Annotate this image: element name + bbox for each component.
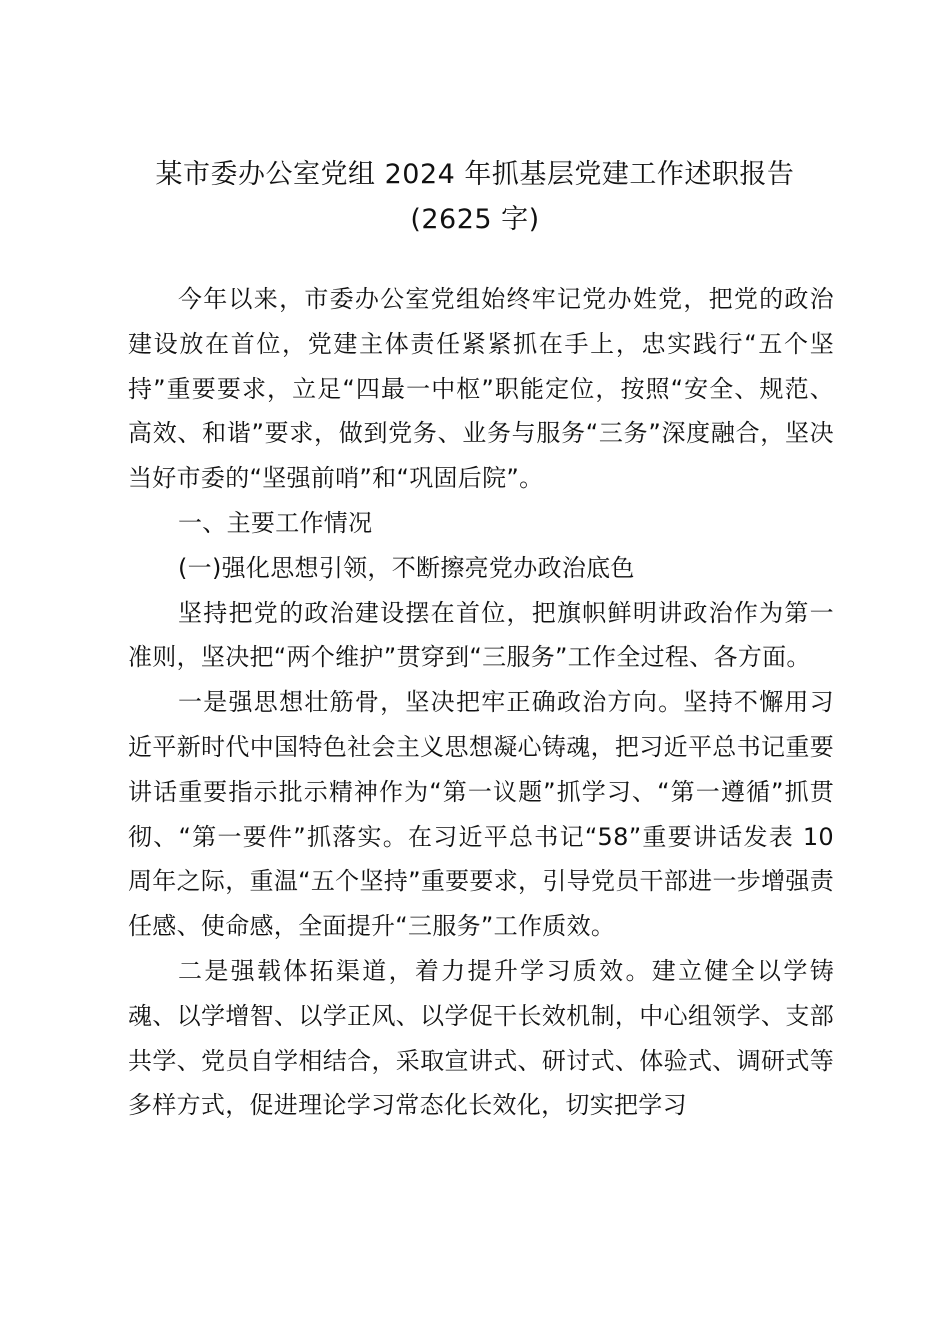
body-paragraph: 二是强载体拓渠道，着力提升学习质效。建立健全以学铸魂、以学增智、以学正风、以学促干长效机制，中心组领学、支部共学、党员自学相结合，采取宣讲式、研讨式、体验式、调研式等多样方式，促进理论学习常态化长效化，切实把学习 xyxy=(128,956,834,1120)
body-paragraph: 坚持把党的政治建设摆在首位，把旗帜鲜明讲政治作为第一准则，坚决把“两个维护”贯穿到“三服务”工作全过程、各方面。 xyxy=(128,598,834,672)
subsection-heading: (一)强化思想引领，不断擦亮党办政治底色 xyxy=(178,553,635,582)
body-paragraph: 一是强思想壮筋骨，坚决把牢正确政治方向。坚持不懈用习近平新时代中国特色社会主义思想凝心铸魂，把习近平总书记重要讲话重要指示批示精神作为“第一议题”抓学习、“第一遵循”抓贯彻、“第一要件”抓落实。在习近平总书记“58”重要讲话发表 10 周年之际，重温“五个坚持”重要要求，引导党员干部进一步增强责任感、使命感，全面提升“三服务”工作质效。 xyxy=(128,688,834,941)
title-line-2: (2625 字) xyxy=(410,204,540,235)
title-line-1: 某市委办公室党组 2024 年抓基层党建工作述职报告 xyxy=(155,159,795,190)
document-body xyxy=(128,277,834,1128)
intro-paragraph: 今年以来，市委办公室党组始终牢记党办姓党，把党的政治建设放在首位，党建主体责任紧紧抓在手上，忠实践行“五个坚持”重要要求，立足“四最一中枢”职能定位，按照“安全、规范、高效、和谐”要求，做到党务、业务与服务“三务”深度融合，坚决当好市委的“坚强前哨”和“巩固后院”。 xyxy=(128,285,834,493)
document-title xyxy=(120,152,830,242)
section-heading: 一、主要工作情况 xyxy=(178,508,373,537)
